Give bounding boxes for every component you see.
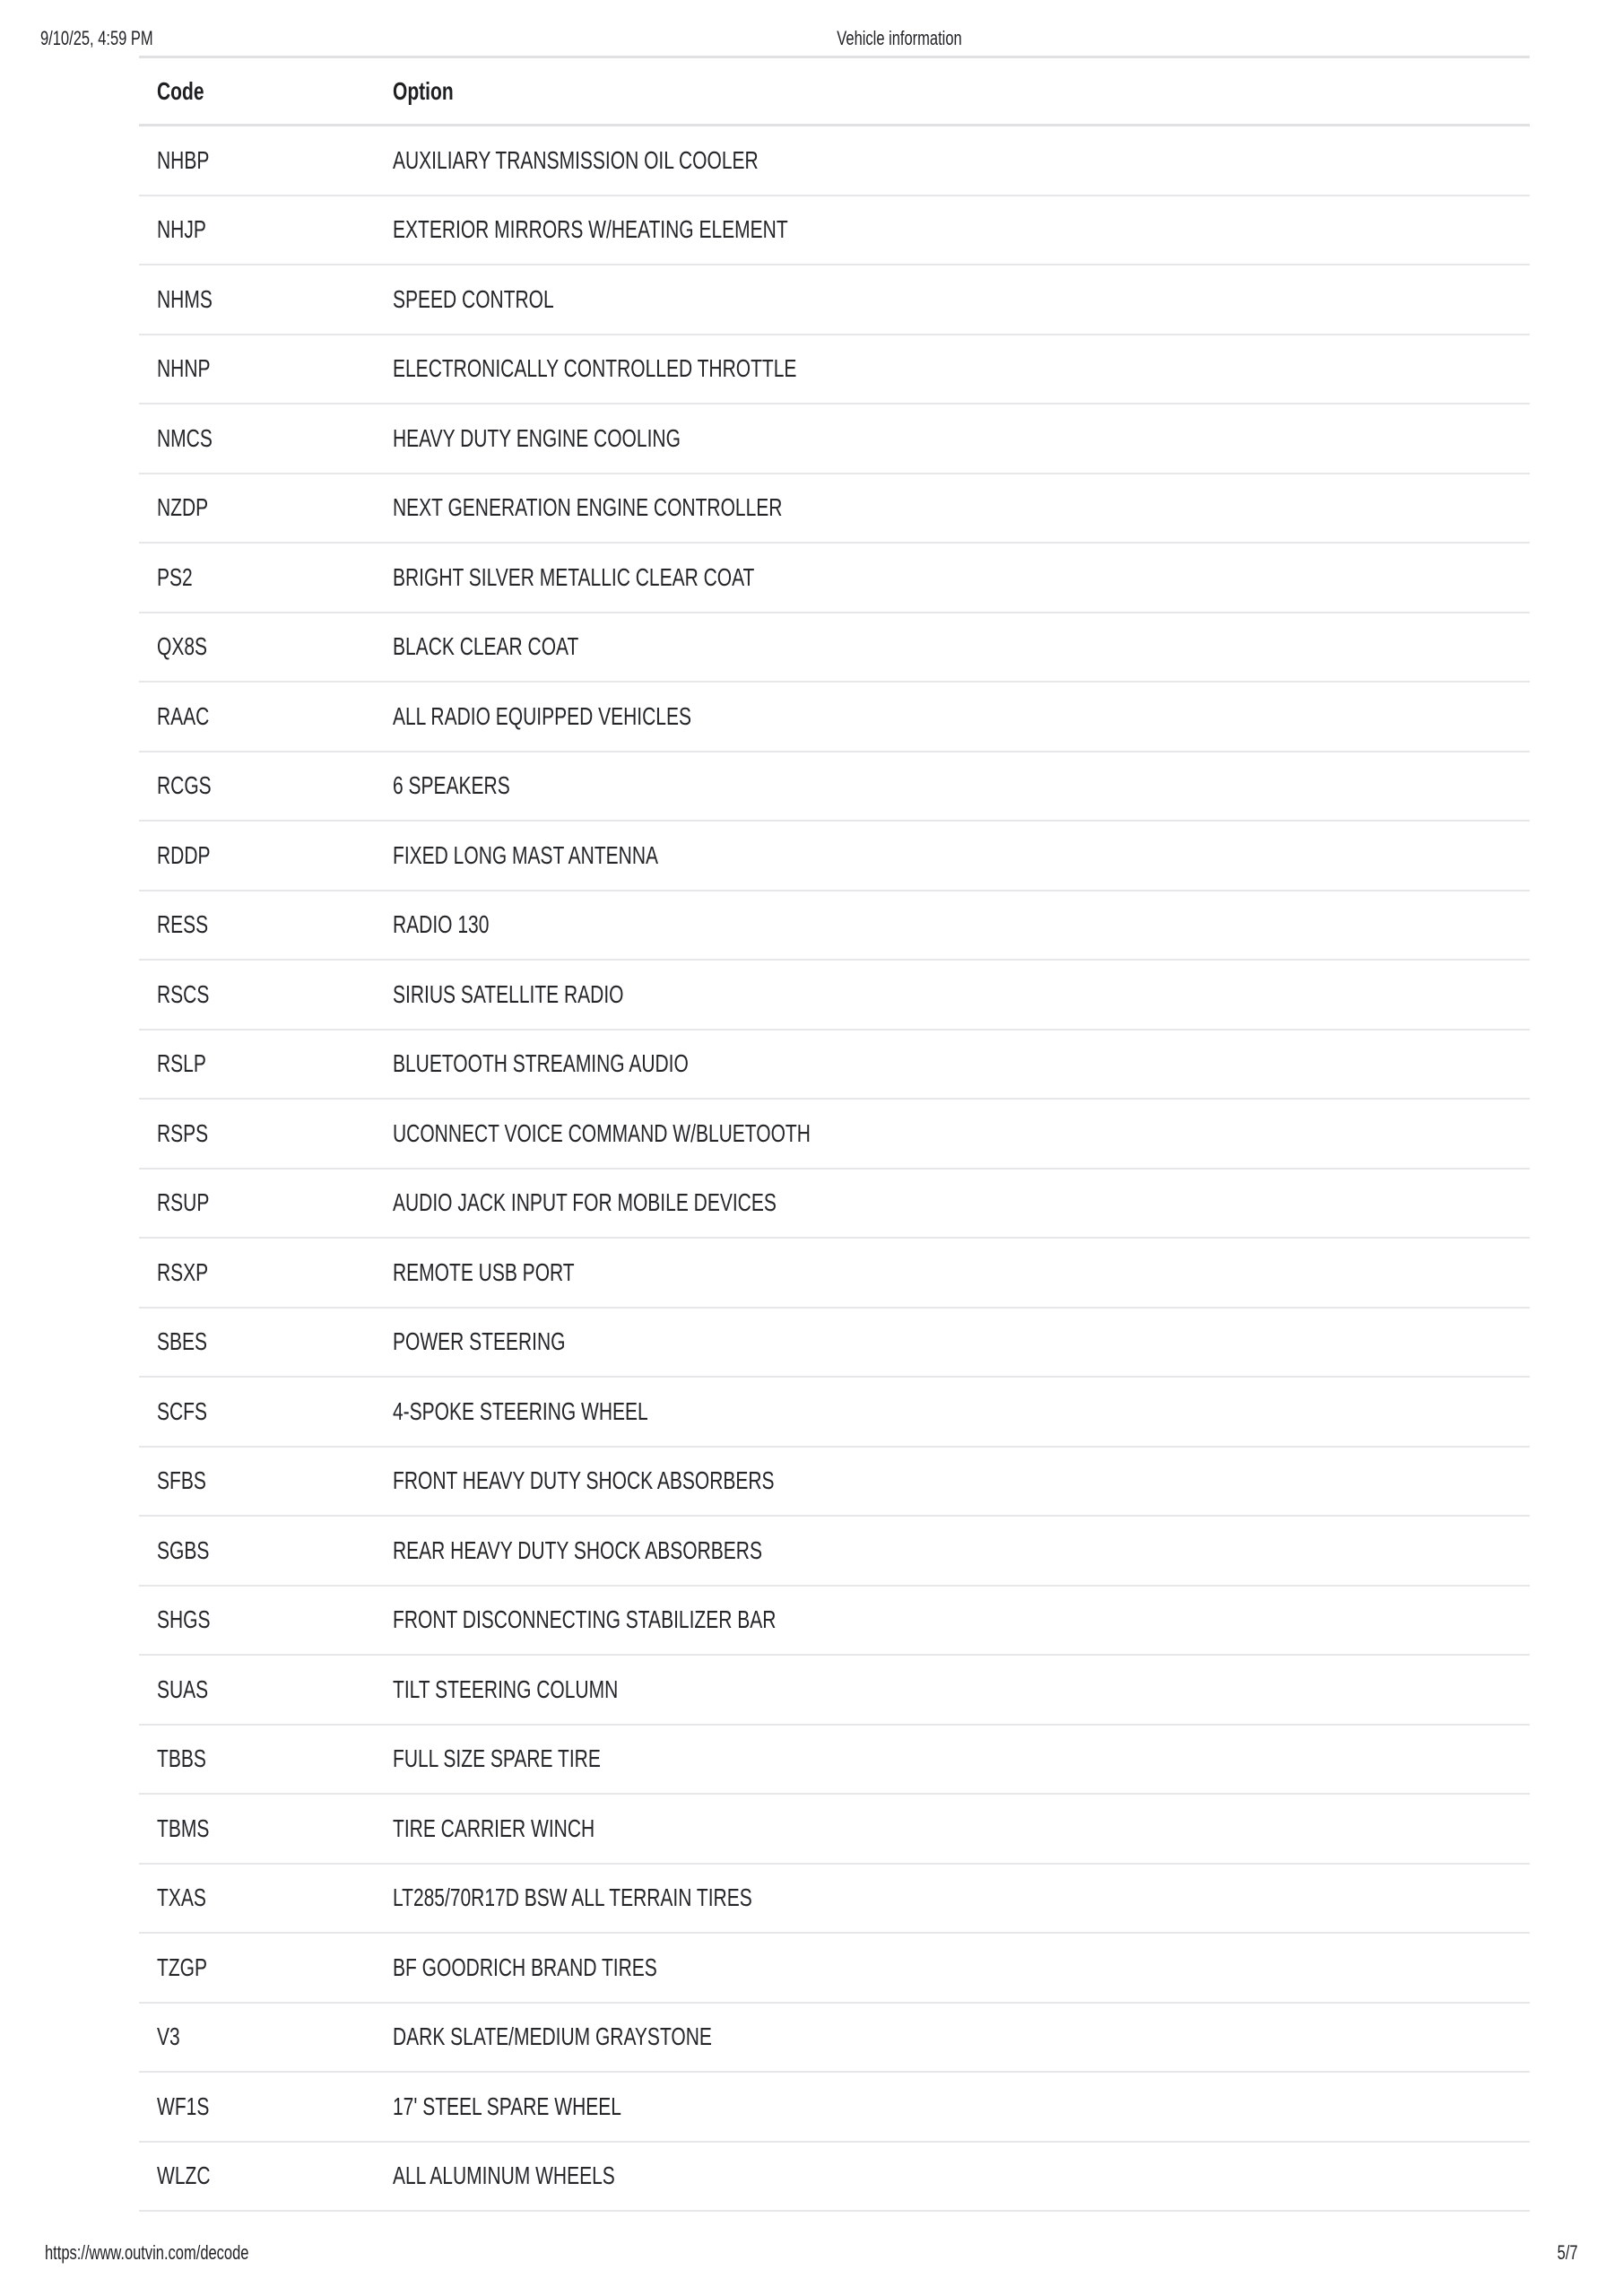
option-cell-text: BRIGHT SILVER METALLIC CLEAR COAT [393,562,755,591]
code-cell-text: NHNP [157,354,211,383]
option-cell [393,1327,1530,1356]
table-row [139,265,1530,335]
option-cell [393,2161,1530,2190]
option-cell-text: ALL ALUMINUM WHEELS [393,2161,615,2190]
table-row [139,2004,1530,2074]
option-cell-text: BLACK CLEAR COAT [393,632,579,661]
table-row [139,2073,1530,2143]
code-cell-text: RCGS [157,771,212,800]
code-cell-text: V3 [157,2022,180,2051]
table-row [139,891,1530,961]
table-row [139,1726,1530,1796]
code-cell-text: TBBS [157,1744,206,1773]
vehicle-options-table [139,56,1530,2212]
print-header-datetime-text: 9/10/25, 4:59 PM [40,27,153,49]
code-cell [139,1675,393,1704]
code-cell [139,1258,393,1287]
code-cell-text: SUAS [157,1674,209,1703]
code-cell [139,1397,393,1426]
option-cell-text: NEXT GENERATION ENGINE CONTROLLER [393,493,783,522]
code-cell-text: NMCS [157,423,213,452]
code-cell-text: RSLP [157,1049,206,1078]
table-row [139,1934,1530,2004]
code-cell-text: RSXP [157,1257,209,1286]
code-cell [139,1049,393,1078]
print-footer-page-number-text: 5/7 [1558,2241,1578,2264]
code-cell [139,493,393,522]
table-row [139,404,1530,474]
option-cell [393,1883,1530,1912]
option-cell-text: BF GOODRICH BRAND TIRES [393,1952,657,1981]
code-cell [139,146,393,175]
option-cell-text: RADIO 130 [393,910,490,939]
option-cell [393,1119,1530,1148]
option-cell [393,1466,1530,1495]
code-cell-text: TBMS [157,1813,210,1842]
code-cell-text: RSCS [157,979,210,1008]
code-cell-text: WF1S [157,2092,210,2120]
table-row [139,1517,1530,1587]
option-cell [393,1397,1530,1426]
option-cell [393,146,1530,175]
option-cell-text: 17' STEEL SPARE WHEEL [393,2092,621,2120]
option-cell-text: 4-SPOKE STEERING WHEEL [393,1396,648,1425]
option-cell-text: FULL SIZE SPARE TIRE [393,1744,601,1773]
table-row [139,1239,1530,1309]
code-cell [139,285,393,314]
code-cell-text: NHJP [157,215,206,244]
table-row [139,196,1530,266]
code-cell-text: RAAC [157,701,210,730]
code-cell [139,2092,393,2121]
option-cell-text: BLUETOOTH STREAMING AUDIO [393,1049,689,1078]
code-cell [139,2161,393,2190]
code-cell [139,1814,393,1843]
code-cell [139,1327,393,1356]
option-cell-text: TILT STEERING COLUMN [393,1674,619,1703]
code-cell-text: QX8S [157,632,208,661]
option-cell [393,424,1530,453]
option-cell-text: AUDIO JACK INPUT FOR MOBILE DEVICES [393,1188,777,1217]
table-row [139,822,1530,891]
option-cell [393,2092,1530,2121]
option-cell-text: UCONNECT VOICE COMMAND W/BLUETOOTH [393,1118,811,1147]
code-cell-text: SFBS [157,1466,206,1495]
print-footer-url-text: https://www.outvin.com/decode [45,2241,249,2264]
code-cell [139,1188,393,1217]
table-row [139,1865,1530,1935]
option-cell [393,1744,1530,1773]
option-cell [393,215,1530,244]
column-header-option-text: Option [393,76,454,105]
option-cell-text: FRONT HEAVY DUTY SHOCK ABSORBERS [393,1466,775,1495]
option-cell-text: SPEED CONTROL [393,284,554,313]
option-cell [393,1536,1530,1565]
option-cell-text: AUXILIARY TRANSMISSION OIL COOLER [393,145,759,174]
table-row [139,961,1530,1031]
table-row [139,752,1530,822]
option-cell [393,1675,1530,1704]
option-cell-text: HEAVY DUTY ENGINE COOLING [393,423,681,452]
table-row [139,683,1530,752]
option-cell-text: ALL RADIO EQUIPPED VEHICLES [393,701,691,730]
option-cell [393,2022,1530,2051]
column-header-code [139,77,393,106]
table-row [139,1378,1530,1448]
table-row [139,1100,1530,1170]
option-cell-text: 6 SPEAKERS [393,771,510,800]
table-row [139,1309,1530,1378]
code-cell [139,215,393,244]
table-row [139,1587,1530,1657]
option-cell [393,563,1530,592]
table-row [139,335,1530,405]
print-header-title-text: Vehicle information [837,27,962,49]
code-cell [139,1744,393,1773]
code-cell [139,1883,393,1912]
option-cell [393,841,1530,870]
option-cell [393,493,1530,522]
code-cell [139,563,393,592]
code-cell [139,632,393,661]
option-cell-text: FIXED LONG MAST ANTENNA [393,840,659,869]
code-cell-text: SHGS [157,1605,211,1634]
column-header-option [393,77,1530,106]
print-header-title [816,27,983,50]
code-cell-text: NZDP [157,493,209,522]
code-cell-text: RSPS [157,1118,209,1147]
option-cell-text: TIRE CARRIER WINCH [393,1813,595,1842]
code-cell [139,1536,393,1565]
code-cell-text: SBES [157,1327,208,1356]
option-cell-text: REAR HEAVY DUTY SHOCK ABSORBERS [393,1535,762,1564]
option-cell-text: POWER STEERING [393,1327,566,1356]
option-cell [393,1188,1530,1217]
code-cell-text: NHBP [157,145,210,174]
print-header-datetime [40,27,191,50]
table-row [139,2143,1530,2213]
code-cell-text: TZGP [157,1952,208,1981]
table-row [139,1031,1530,1100]
code-cell-text: SGBS [157,1535,210,1564]
code-cell [139,980,393,1009]
print-footer-page-number [1550,2241,1578,2265]
option-cell [393,702,1530,731]
option-cell [393,354,1530,383]
code-cell [139,702,393,731]
table-header-row [139,58,1530,126]
option-cell [393,910,1530,939]
print-footer-url [45,2241,317,2265]
table-row [139,474,1530,544]
option-cell [393,1814,1530,1843]
code-cell [139,1466,393,1495]
code-cell [139,1953,393,1982]
option-cell-text: FRONT DISCONNECTING STABILIZER BAR [393,1605,777,1634]
option-cell-text: LT285/70R17D BSW ALL TERRAIN TIRES [393,1883,752,1912]
code-cell [139,354,393,383]
table-row [139,1170,1530,1239]
option-cell [393,632,1530,661]
code-cell-text: NHMS [157,284,213,313]
option-cell [393,771,1530,800]
table-row [139,1656,1530,1726]
option-cell-text: EXTERIOR MIRRORS W/HEATING ELEMENT [393,215,788,244]
option-cell-text: ELECTRONICALLY CONTROLLED THROTTLE [393,354,797,383]
option-cell [393,1258,1530,1287]
code-cell-text: SCFS [157,1396,208,1425]
option-cell-text: SIRIUS SATELLITE RADIO [393,979,624,1008]
code-cell-text: RSUP [157,1188,210,1217]
code-cell-text: RESS [157,910,209,939]
option-cell [393,1049,1530,1078]
code-cell [139,424,393,453]
option-cell-text: REMOTE USB PORT [393,1257,575,1286]
option-cell [393,1605,1530,1634]
code-cell [139,1605,393,1634]
code-cell-text: RDDP [157,840,211,869]
code-cell-text: WLZC [157,2161,211,2190]
option-cell [393,980,1530,1009]
option-cell-text: DARK SLATE/MEDIUM GRAYSTONE [393,2022,712,2051]
code-cell [139,1119,393,1148]
option-cell [393,1953,1530,1982]
code-cell [139,841,393,870]
code-cell-text: PS2 [157,562,193,591]
table-body [139,126,1530,2212]
code-cell [139,910,393,939]
table-row [139,613,1530,683]
code-cell [139,771,393,800]
table-row [139,1448,1530,1518]
table-row [139,544,1530,613]
option-cell [393,285,1530,314]
table-row [139,1795,1530,1865]
column-header-code-text: Code [157,76,204,105]
code-cell-text: TXAS [157,1883,206,1912]
code-cell [139,2022,393,2051]
table-row [139,126,1530,196]
